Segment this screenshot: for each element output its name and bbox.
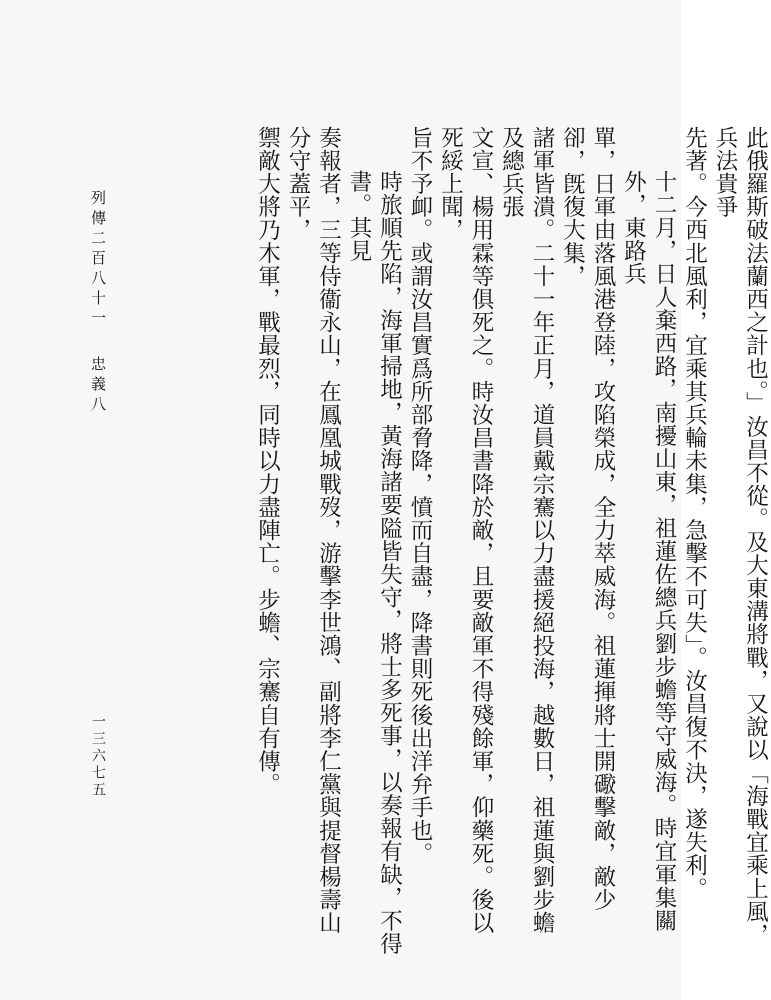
text-column: 禦敵大將乃木軍，戰最烈，同時以力盡陣亡。步蟾、宗騫自有傳。 [254, 126, 281, 796]
text-column: 十二月，日人棄西路，南擾山東，祖蓮佐總兵劉步蟾等守威海。時宜軍集關外，東路兵 [620, 170, 677, 933]
text-column: 諸軍皆潰。二十一年正月，道員戴宗騫以力盡援絕投海，越數日，祖蓮與劉步蟾及總兵張 [498, 126, 555, 935]
text-column: 此俄羅斯破法蘭西之計也。」汝昌不從。及大東溝將戰，又說以「海戰宜乘上風，兵法貴爭 [712, 126, 769, 947]
margin-chapter: 忠義八 [89, 356, 107, 416]
text-column: 先著。今西北風利，宜乘其兵輪未集，急擊不可失」。汝昌復不決，遂失利。 [681, 126, 708, 901]
text-column: 時旅順先陷，海軍掃地，黃海諸要隘皆失守，將士多死事，以奏報有缺，不得書。其見 [346, 170, 403, 956]
text-column: 奏報者，三等侍衞永山，在鳳凰城戰歿，游擊李世鴻、副將李仁黨與提督楊壽山分守蓋平， [285, 126, 342, 935]
text-column: 單，日軍由落風港登陸，攻陷榮成，全力萃威海。祖蓮揮將士開礮擊敵，敵少卻，旣復大集， [559, 126, 616, 912]
text-column: 文宣、楊用霖等俱死之。時汝昌書降於敵，且要敵軍不得殘餘軍，仰藥死。後以死綏上聞， [437, 126, 494, 935]
margin-book-section: 列傳二百八十一 [89, 190, 107, 330]
text-column: 旨不予卹。或謂汝昌實爲所部脅降，憤而自盡，降書則死後出洋弁手也。 [407, 126, 433, 866]
page-number: 一三六七五 [90, 714, 106, 799]
body-text [252, 126, 771, 956]
